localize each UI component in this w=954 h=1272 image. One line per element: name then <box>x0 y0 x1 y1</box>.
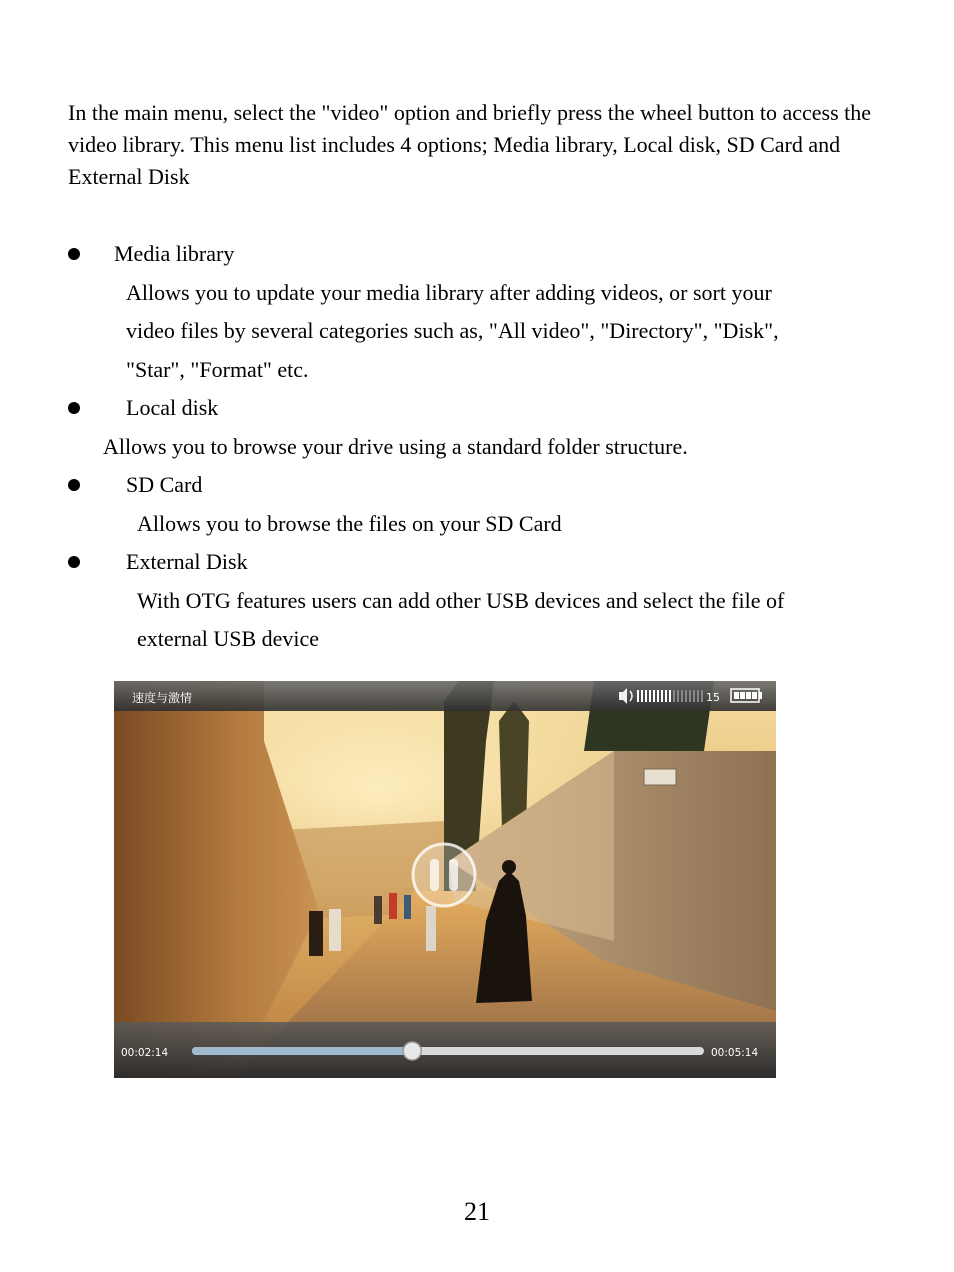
item-desc-line: Allows you to update your media library after adding videos, or sort your <box>126 280 772 305</box>
item-title-external-disk: External Disk <box>126 549 248 574</box>
item-desc-line: Allows you to browse your drive using a standard folder structure. <box>103 434 688 459</box>
time-elapsed: 00:02:14 <box>121 1047 169 1059</box>
pause-icon[interactable] <box>413 844 475 906</box>
volume-level <box>637 690 703 702</box>
item-desc-line: video files by several categories such as, "All video", "Directory", "Disk", <box>126 318 779 343</box>
progress-fill <box>192 1047 412 1055</box>
item-desc-line: "Star", "Format" etc. <box>126 357 309 382</box>
item-title-media-library: Media library <box>114 241 235 266</box>
bullet-icon <box>68 479 80 491</box>
item-desc-line: external USB device <box>137 626 320 651</box>
item-title-sd-card: SD Card <box>126 472 203 497</box>
bullet-icon <box>68 248 80 260</box>
item-desc-line: With OTG features users can add other USB devices and select the file of <box>137 588 785 613</box>
video-title: 速度与激情 <box>132 691 193 705</box>
progress-handle[interactable] <box>403 1042 421 1060</box>
intro-paragraph: In the main menu, select the "video" option and briefly press the wheel button to access the video library. This menu list includes 4 options; Media library, Local disk, SD Card and External Disk <box>68 100 872 189</box>
time-total: 00:05:14 <box>711 1047 759 1059</box>
page-number: 21 <box>464 1197 490 1226</box>
bullet-icon <box>68 556 80 568</box>
item-desc-line: Allows you to browse the files on your SD Card <box>137 511 562 536</box>
item-title-local-disk: Local disk <box>126 395 219 420</box>
bullet-icon <box>68 402 80 414</box>
volume-value: 15 <box>706 691 720 704</box>
video-player-screenshot <box>114 681 776 1078</box>
